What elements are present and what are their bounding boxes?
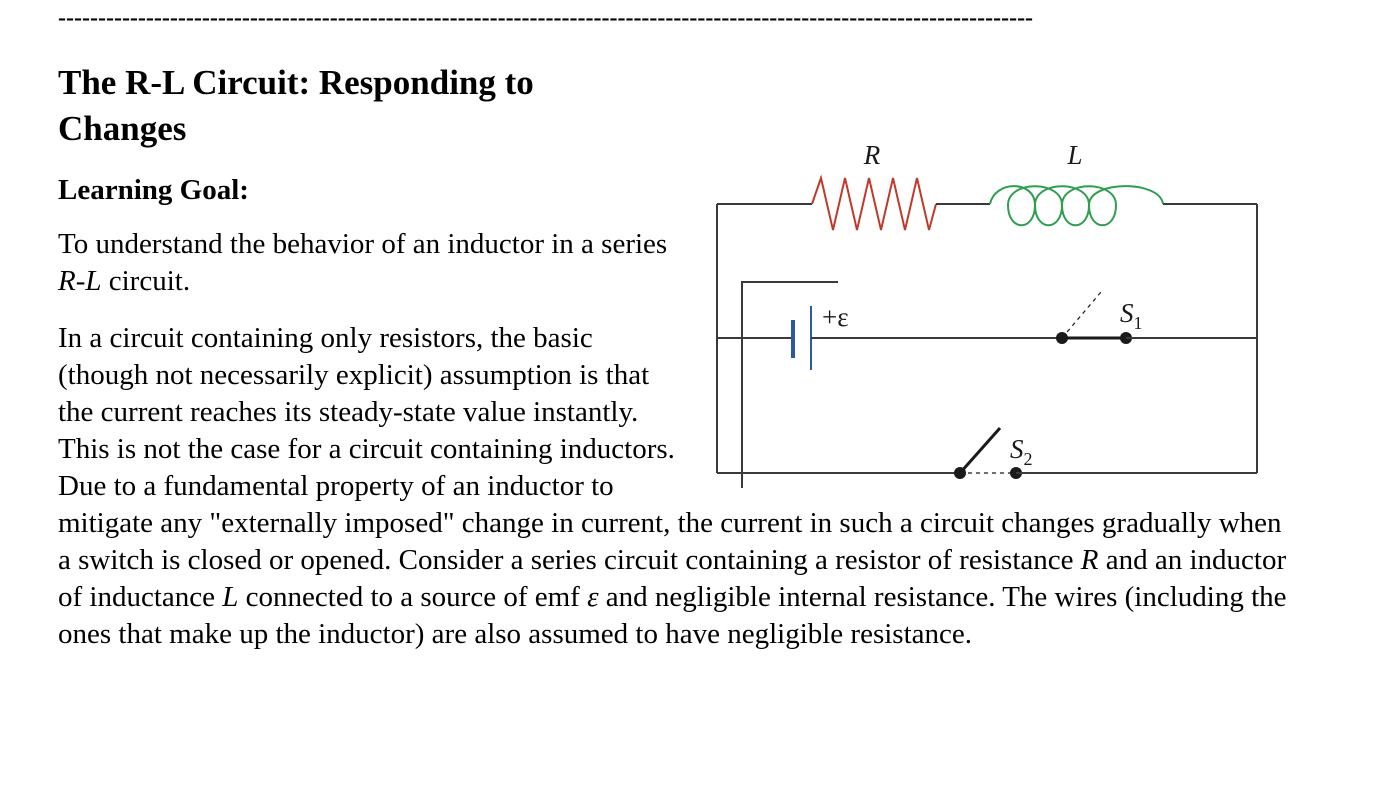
- inductor-label: L: [1067, 140, 1083, 170]
- resistor-label: R: [863, 140, 881, 170]
- switch1-label-main: S: [1120, 298, 1134, 328]
- rl-circuit-figure: [738, 138, 1298, 488]
- body-part2: and an inductor of inductance: [58, 544, 1287, 613]
- problem-content: [58, 60, 1298, 653]
- body-part3: connected to a source of emf: [238, 581, 588, 613]
- switch1-label-sub: 1: [1133, 313, 1143, 333]
- rl-circuit-diagram: [738, 138, 1298, 488]
- goal-text-before: To understand the behavior of an inductor in a series: [58, 228, 668, 260]
- body-part1: In a circuit containing only resistors, the basic (though not necessarily explicit) assumption is that the current reaches its steady-state value instantly. This is not the case for a circuit containing inductors. Due to a fundamental property of an inductor to mitigate any "externally imposed" change in current, the current in such a circuit changes gradually when a switch is closed or opened. Consider a series circuit containing a resistor of resistance: [58, 322, 1282, 576]
- goal-text-after: circuit.: [101, 265, 191, 297]
- body-emf: ε: [587, 581, 599, 613]
- page-title: The R-L Circuit: Responding to Changes: [58, 63, 534, 148]
- emf-label: +ε: [822, 302, 849, 332]
- body-L: L: [222, 581, 239, 613]
- switch2-label-sub: 2: [1023, 449, 1033, 469]
- body-R: R: [1080, 544, 1099, 576]
- top-divider: --------------------------------------------------------------------------------------------------------------------------: [58, 6, 1034, 30]
- body-part4: and negligible internal resistance. The wires (including the ones that make up the inductor) are also assumed to have negligible resistance.: [58, 581, 1287, 650]
- learning-goal-heading: Learning Goal:: [58, 174, 249, 206]
- goal-text-rl: R-L: [58, 265, 102, 297]
- switch2-label-main: S: [1010, 434, 1024, 464]
- top-left-wire: [742, 282, 838, 488]
